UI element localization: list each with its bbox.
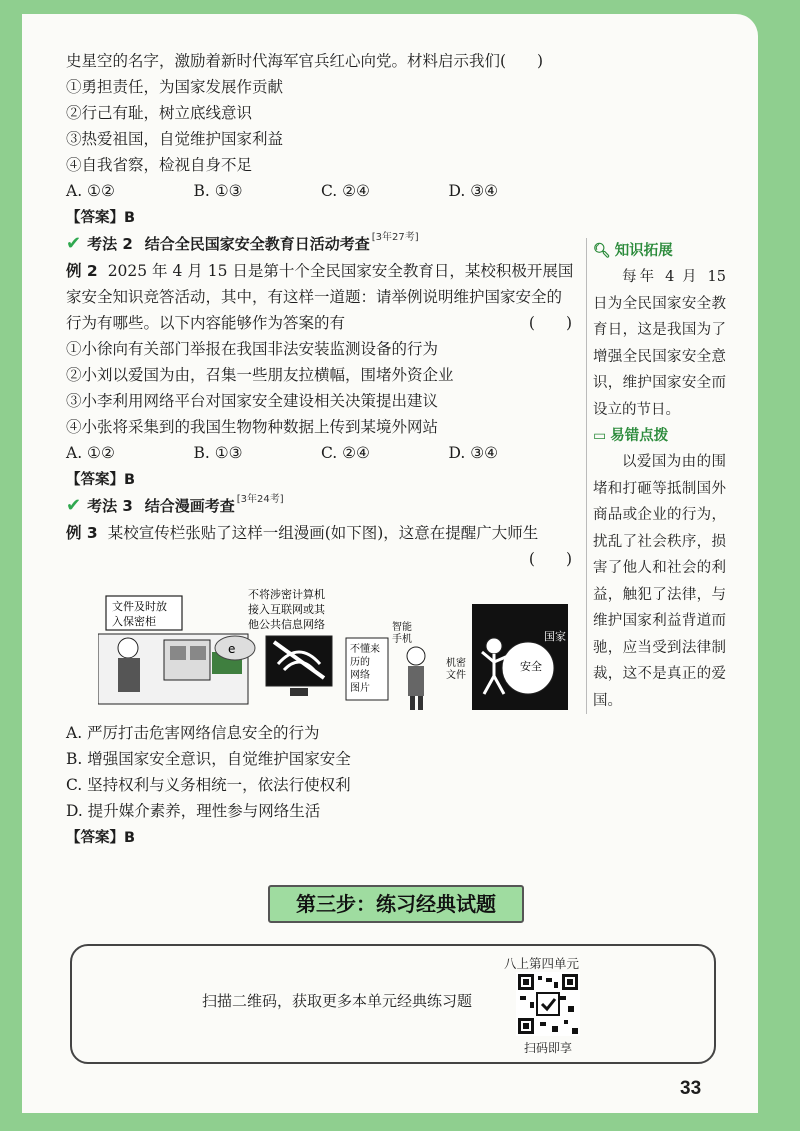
panel3-sign-2: 历的 xyxy=(350,657,370,668)
panel3-sign-3: 网络 xyxy=(350,670,370,681)
book-icon: ▭ xyxy=(593,428,607,444)
panel3-sign-4: 图片 xyxy=(350,683,370,694)
ex3-options xyxy=(66,720,576,850)
search-icon: 🔍︎ xyxy=(593,243,611,259)
panel4-file-2: 文件 xyxy=(446,670,466,681)
q1-answer: 【答案】B xyxy=(66,210,136,226)
qr-subtitle: 扫码即享 xyxy=(524,1041,573,1055)
option-d: D. ③④ xyxy=(448,444,499,462)
step-3-banner: 第三步：练习经典试题 xyxy=(268,885,524,923)
qr-scan-box xyxy=(70,944,716,1064)
option-b: B. ①③ xyxy=(193,182,243,200)
ex2-item-3: ③小李利用网络平台对国家安全建设相关决策提出建议 xyxy=(66,392,439,410)
panel1-caption-1: 文件及时放 xyxy=(112,600,167,613)
kaofa-3-heading: ✔ 考法 3 结合漫画考查 [3年24考] xyxy=(66,492,576,520)
panel2-caption-2: 接入互联网或其 xyxy=(248,603,325,616)
q1-item-3: ③热爱祖国，自觉维护国家利益 xyxy=(66,130,284,148)
error-tips-heading: ▭ 易错点拨 xyxy=(593,423,726,449)
ex2-stem: 例 2 2025 年 4 月 15 日是第十个全民国家安全教育日，某校积极开展国家安全知识竞答活动，其中，有这样一道题：请举例说明维护国家安全的行为有哪些。以下内容能够作为答案的有 ( ) xyxy=(66,262,574,332)
option-a: A. ①② xyxy=(66,182,115,200)
panel4-board-2: 安全 xyxy=(520,660,542,673)
q1-stem-tail: 史星空的名字，激励着新时代海军官兵红心向党。材料启示我们( ) xyxy=(66,52,544,70)
comic-panel-4 xyxy=(446,604,568,710)
option-d: D. ③④ xyxy=(448,182,499,200)
option-c: C. ②④ xyxy=(321,182,370,200)
check-icon: ✔ xyxy=(66,495,82,516)
ex3-paren-line: ( ) xyxy=(528,550,572,568)
sidebar xyxy=(586,238,726,714)
option-a: A. ①② xyxy=(66,444,115,462)
ex2-item-4: ④小张将采集到的我国生物物种数据上传到某境外网站 xyxy=(66,418,439,436)
panel4-board-1: 国家 xyxy=(544,630,566,643)
ex2-item-1: ①小徐向有关部门举报在我国非法安装监测设备的行为 xyxy=(66,340,439,358)
panel1-caption-2: 入保密柜 xyxy=(112,615,156,628)
knowledge-extension-heading: 🔍︎ 知识拓展 xyxy=(593,238,726,264)
check-icon: ✔ xyxy=(66,233,82,254)
q1-item-1: ①勇担责任，为国家发展作贡献 xyxy=(66,78,284,96)
page-number: 33 xyxy=(680,1078,702,1099)
panel2-caption-3: 他公共信息网络 xyxy=(248,618,325,631)
ex3-option-c: C. 坚持权利与义务相统一，依法行使权利 xyxy=(66,776,351,794)
ex3-answer: 【答案】B xyxy=(66,830,136,846)
ex2-item-2: ②小刘以爱国为由，召集一些朋友拉横幅，围堵外资企业 xyxy=(66,366,454,384)
q1-item-4: ④自我省察，检视自身不足 xyxy=(66,156,253,174)
panel3-sign-1: 不懂来 xyxy=(350,644,380,655)
option-c: C. ②④ xyxy=(321,444,370,462)
error-tips-text: 以爱国为由的围堵和打砸等抵制国外商品或企业的行为，扰乱了社会秩序，损害了他人和社会的利益，触犯了法律，与维护国家利益背道而驰，应当受到法律制裁，这不是真正的爱国。 xyxy=(593,454,726,709)
q1-options xyxy=(66,178,576,204)
panel4-file-1: 机密 xyxy=(446,658,466,669)
qr-code[interactable] xyxy=(516,972,580,1036)
ex3-option-d: D. 提升媒介素养，理性参与网络生活 xyxy=(66,802,321,820)
panel2-caption-1: 不将涉密计算机 xyxy=(248,588,325,601)
comic-panel-3 xyxy=(346,620,425,710)
q1-item-2: ②行己有耻，树立底线意识 xyxy=(66,104,253,122)
svg-text:e: e xyxy=(228,642,236,656)
comic-strip xyxy=(98,578,568,716)
knowledge-extension-text: 每年 4 月 15 日为全民国家安全教育日，这是我国为了增强全民国家安全意识，维护国家安全而设立的节日。 xyxy=(593,269,726,418)
ex3-stem: 例 3 某校宣传栏张贴了这样一组漫画(如下图)，这意在提醒广大师生 xyxy=(66,524,539,542)
main-column xyxy=(66,48,576,572)
ex3-option-b: B. 增强国家安全意识，自觉维护国家安全 xyxy=(66,750,351,768)
ex2-answer: 【答案】B xyxy=(66,472,136,488)
panel3-phone-2: 手机 xyxy=(392,634,412,645)
option-b: B. ①③ xyxy=(193,444,243,462)
ex3-option-a: A. 严厉打击危害网络信息安全的行为 xyxy=(66,724,320,742)
scan-instruction: 扫描二维码，获取更多本单元经典练习题 xyxy=(202,992,473,1010)
panel3-phone-1: 智能 xyxy=(392,622,412,633)
bottom-edge xyxy=(0,1113,800,1131)
qr-title: 八上第四单元 xyxy=(504,956,580,971)
ex2-options xyxy=(66,440,576,466)
kaofa-2-heading: ✔ 考法 2 结合全民国家安全教育日活动考查 [3年27考] xyxy=(66,230,576,258)
